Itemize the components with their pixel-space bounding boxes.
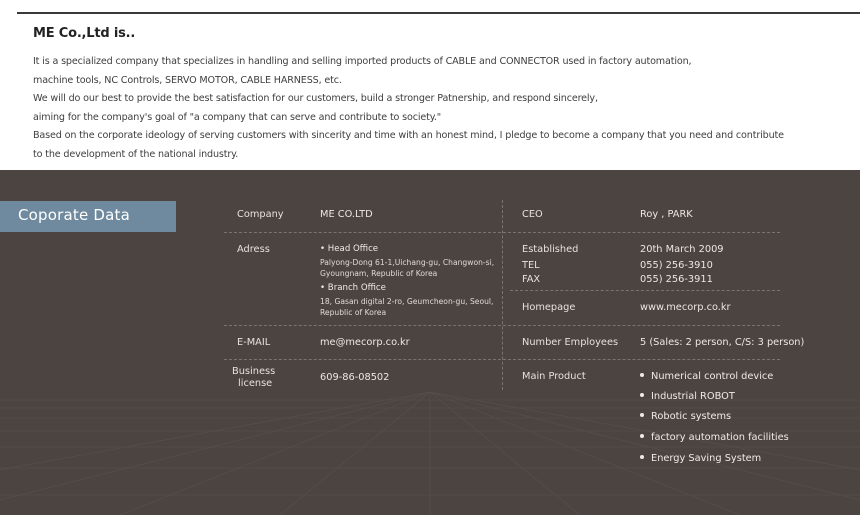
corporate-data-section <box>0 170 860 515</box>
top-divider <box>17 12 860 14</box>
intro-paragraph <box>33 53 853 165</box>
column-divider <box>502 200 503 390</box>
intro-line: It is a specialized company that specializes in handling and selling imported products of CABLE and CONNECTOR used in factory automation, <box>33 56 692 67</box>
email-label: E-MAIL <box>237 337 271 348</box>
established-value: 20th March 2009 <box>640 244 724 255</box>
fax-value: 055) 256-3911 <box>640 274 713 285</box>
homepage-label: Homepage <box>522 302 576 313</box>
branch-office-address-line: Republic of Korea <box>320 308 387 317</box>
branch-office-title: • Branch Office <box>320 283 386 293</box>
email-link[interactable]: me@mecorp.co.kr <box>320 337 410 348</box>
intro-line: We will do our best to provide the best satisfaction for our customers, build a stronger Patnership, and respond sincerely, <box>33 93 598 105</box>
ceo-value: Roy , PARK <box>640 209 693 220</box>
bullet-icon <box>640 393 644 397</box>
intro-line: machine tools, NC Controls, SERVO MOTOR, CABLE HARNESS, etc. <box>33 74 342 86</box>
fax-label: FAX <box>522 274 541 285</box>
product-label: Robotic systems <box>651 411 732 422</box>
company-value: ME CO.LTD <box>320 209 373 220</box>
product-item <box>640 391 735 402</box>
row-divider <box>510 290 780 291</box>
main-product-label: Main Product <box>522 371 586 382</box>
bullet-icon <box>640 413 644 417</box>
bullet-icon <box>640 434 644 438</box>
bullet-icon <box>640 373 644 377</box>
bullet-icon <box>640 455 644 459</box>
employees-label: Number Employees <box>522 337 619 348</box>
established-label: Established <box>522 244 579 255</box>
head-office-address-line: Palyong-Dong 61-1,Uichang-gu, Changwon-si, <box>320 258 495 267</box>
business-license-label: Business <box>232 366 276 377</box>
tel-value: 055) 256-3910 <box>640 260 713 271</box>
tel-label: TEL <box>522 260 540 271</box>
product-label: factory automation facilities <box>651 432 789 443</box>
employees-value: 5 (Sales: 2 person, C/S: 3 person) <box>640 337 805 348</box>
product-label: Numerical control device <box>651 371 774 382</box>
homepage-link[interactable]: www.mecorp.co.kr <box>640 302 731 313</box>
corporate-data-heading: Coporate Data <box>18 206 131 224</box>
corporate-data-tag <box>0 201 176 232</box>
address-label: Adress <box>237 244 270 255</box>
product-item <box>640 371 773 382</box>
intro-line: to the development of the national industry. <box>33 148 239 160</box>
intro-line: aiming for the company's goal of "a company that can serve and contribute to society." <box>33 111 442 123</box>
product-item <box>640 432 789 443</box>
business-license-value: 609-86-08502 <box>320 372 390 383</box>
branch-office-address-line: 18, Gasan digital 2-ro, Geumcheon-gu, Seoul, <box>320 297 494 306</box>
product-label: Energy Saving System <box>651 453 762 464</box>
product-item <box>640 453 761 464</box>
intro-title: ME Co.,Ltd is.. <box>33 26 136 41</box>
ceo-label: CEO <box>522 209 543 220</box>
business-license-label: license <box>238 378 273 389</box>
head-office-title: • Head Office <box>320 244 379 254</box>
head-office-address-line: Gyoungnam, Republic of Korea <box>320 269 438 278</box>
company-label: Company <box>237 209 284 220</box>
product-label: Industrial ROBOT <box>651 391 735 402</box>
product-item <box>640 411 731 422</box>
intro-section <box>0 0 860 170</box>
intro-line: Based on the corporate ideology of serving customers with sincerity and time with an honest mind, I pledge to become a company that you need and contribute <box>33 130 784 142</box>
